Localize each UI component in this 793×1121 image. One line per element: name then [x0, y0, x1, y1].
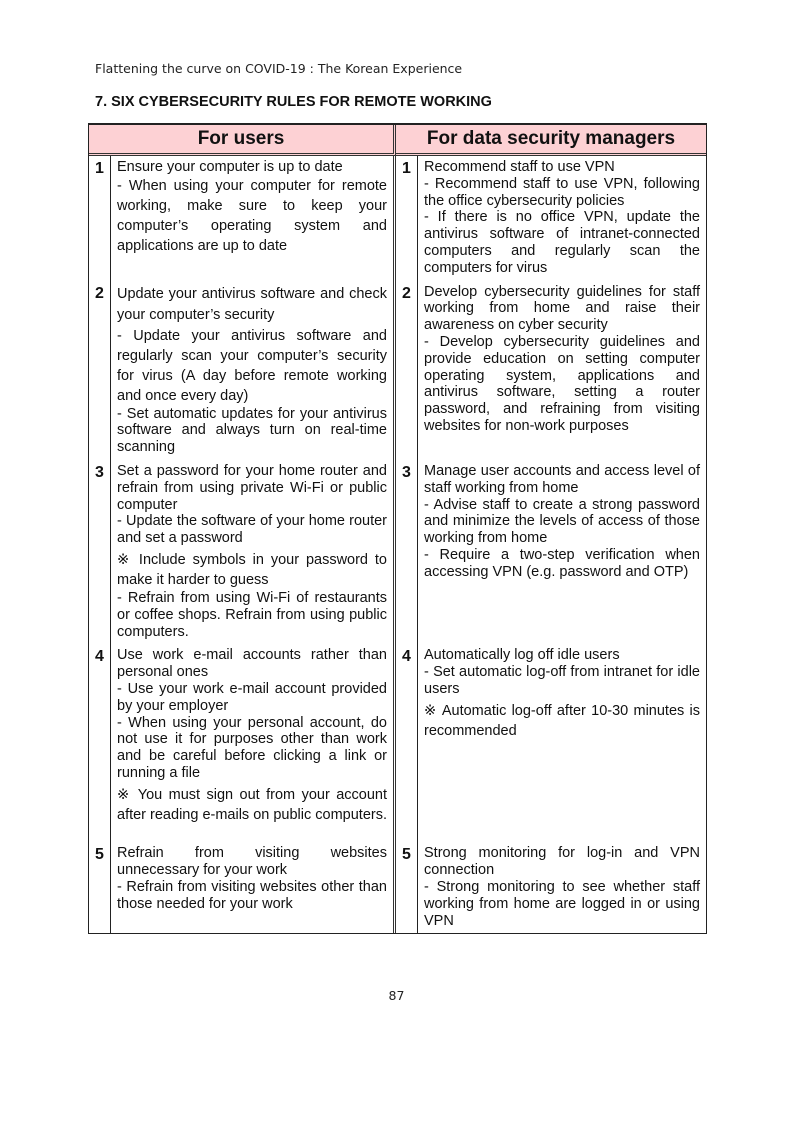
column-header-managers: For data security managers	[396, 125, 706, 156]
managers-rule-detail: - Recommend staff to use VPN, following the office cybersecurity policies	[424, 175, 700, 209]
users-rule-detail: - Update the software of your home router and set a password	[117, 513, 387, 547]
managers-rule-detail: - Advise staff to create a strong password and minimize the levels of access of those working from home	[424, 496, 700, 547]
users-rule-note: ※ Include symbols in your password to make it harder to guess	[117, 551, 387, 588]
table-row	[89, 644, 706, 842]
managers-rule-title: Manage user accounts and access level of staff working from home	[424, 462, 700, 496]
users-rule-detail: - Use your work e-mail account provided by your employer	[117, 680, 387, 714]
users-cell	[111, 281, 396, 460]
section-title: 7. SIX CYBERSECURITY RULES FOR REMOTE WORKING	[95, 94, 492, 110]
row-number: 3	[396, 460, 418, 644]
managers-cell	[418, 156, 706, 281]
row-number: 1	[89, 156, 111, 281]
users-rule-detail: - Refrain from visiting websites other than those needed for your work	[117, 878, 387, 912]
managers-rule-title: Strong monitoring for log-in and VPN connection	[424, 845, 700, 879]
managers-rule-detail: - Strong monitoring to see whether staff working from home are logged in or using VPN	[424, 878, 700, 929]
users-cell	[111, 644, 396, 842]
row-number: 5	[396, 842, 418, 933]
users-rule-title: Refrain from visiting websites unnecessary for your work	[117, 845, 387, 879]
page-number: 87	[388, 988, 405, 1003]
managers-cell	[418, 644, 706, 842]
users-cell	[111, 156, 396, 281]
managers-rule-title: Develop cybersecurity guidelines for staff working from home and raise their awareness on cyber security	[424, 283, 700, 334]
table-header-row	[89, 125, 706, 156]
row-number: 4	[89, 644, 111, 842]
users-rule-detail: - When using your computer for remote working, make sure to keep your computer’s operating system and applications are up to date	[117, 177, 387, 254]
users-rule-detail: - Refrain from using Wi-Fi of restaurants or coffee shops. Refrain from using public computers.	[117, 589, 387, 640]
row-number: 5	[89, 842, 111, 933]
users-rule-detail: - Update your antivirus software and regularly scan your computer’s security for virus (A day before remote working and once every day)	[117, 327, 387, 404]
row-number: 3	[89, 460, 111, 644]
users-rule-title: Update your antivirus software and check your computer’s security	[117, 285, 387, 323]
users-rule-title: Ensure your computer is up to date	[117, 159, 343, 175]
users-cell	[111, 460, 396, 644]
managers-rule-title: Recommend staff to use VPN	[424, 159, 615, 175]
table-row	[89, 156, 706, 281]
column-header-users: For users	[89, 125, 396, 156]
row-number: 2	[396, 281, 418, 460]
users-rule-note: ※ You must sign out from your account after reading e-mails on public computers.	[117, 786, 387, 823]
users-rule-title: Set a password for your home router and refrain from using private Wi-Fi or public computer	[117, 462, 387, 513]
row-number: 1	[396, 156, 418, 281]
running-header: Flattening the curve on COVID-19 : The Korean Experience	[95, 61, 463, 76]
managers-rule-title: Automatically log off idle users	[424, 647, 620, 664]
table-row	[89, 842, 706, 933]
managers-rule-detail: - Set automatic log-off from intranet for idle users	[424, 664, 700, 697]
cybersecurity-rules-table	[88, 123, 707, 934]
users-rule-detail: - When using your personal account, do not use it for purposes other than work and be careful before clicking a link or running a file	[117, 714, 387, 781]
managers-cell	[418, 281, 706, 460]
row-number: 2	[89, 281, 111, 460]
table-row	[89, 460, 706, 644]
table-row	[89, 281, 706, 460]
managers-cell	[418, 460, 706, 644]
row-number: 4	[396, 644, 418, 842]
managers-rule-detail: - Develop cybersecurity guidelines and provide education on setting computer operating system, applications and antivirus software, setting a router password, and refraining from visiting websites for non-work purposes	[424, 333, 700, 434]
managers-cell	[418, 842, 706, 933]
users-rule-detail: - Set automatic updates for your antivirus software and always turn on real-time scanning	[117, 405, 387, 456]
managers-rule-detail: - Require a two-step verification when accessing VPN (e.g. password and OTP)	[424, 546, 700, 580]
users-cell	[111, 842, 396, 933]
managers-rule-detail: - If there is no office VPN, update the antivirus software of intranet-connected computers and regularly scan the computers for virus	[424, 209, 700, 276]
users-rule-title: Use work e-mail accounts rather than personal ones	[117, 647, 387, 681]
managers-rule-note: ※ Automatic log-off after 10-30 minutes is recommended	[424, 702, 700, 739]
